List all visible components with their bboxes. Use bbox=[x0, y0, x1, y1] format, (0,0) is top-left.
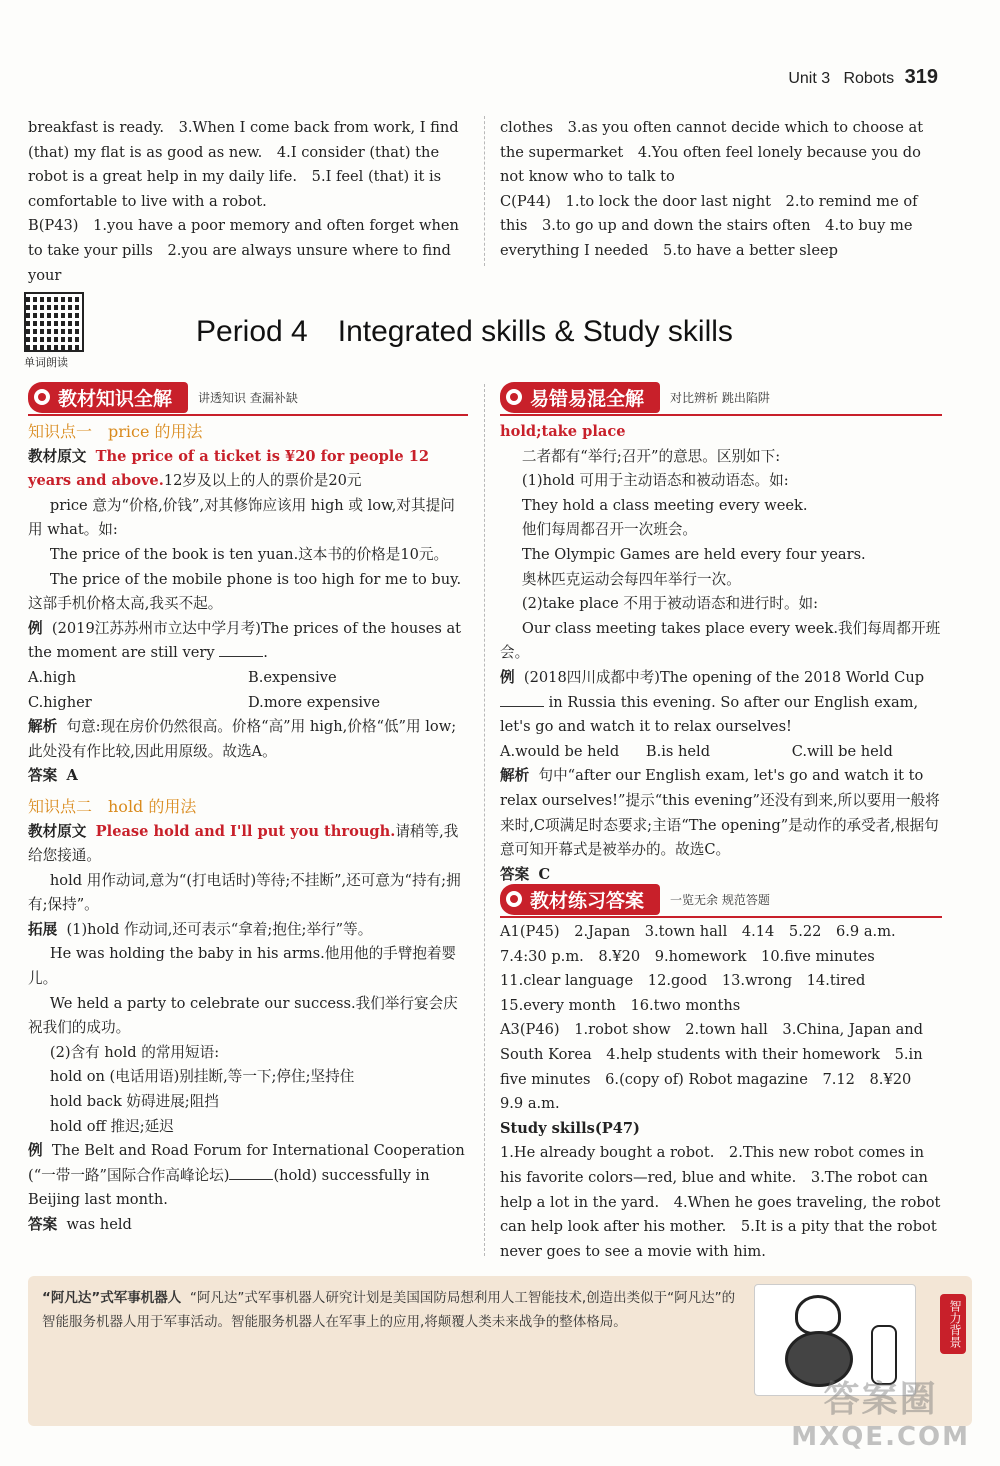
ht-example-1: They hold a class meeting every week. bbox=[521, 496, 808, 514]
knowledge-banner-tag: 教材知识全解 bbox=[28, 382, 188, 413]
ht-option-b: B.is held bbox=[645, 742, 711, 760]
watermark-url: MXQE.COM bbox=[791, 1422, 970, 1452]
kp2-ans-label: 答案 bbox=[28, 1216, 58, 1233]
right-main-column bbox=[500, 420, 942, 887]
ht-example-2: The Olympic Games are held every four years. bbox=[521, 545, 866, 563]
kp2-example-2: We held a party to celebrate our success.我们举行宴会庆祝我们的成功。 bbox=[28, 994, 458, 1037]
qr-code-icon[interactable] bbox=[24, 292, 84, 352]
running-header bbox=[788, 66, 938, 89]
kp2-title: 知识点二 hold 的用法 bbox=[28, 796, 197, 816]
confusion-banner bbox=[500, 382, 942, 412]
confusion-banner-sub: 对比辨析 跳出陷阱 bbox=[670, 390, 770, 405]
banner-rule bbox=[28, 414, 468, 416]
ht-question-1: (2018四川成都中考)The opening of the 2018 World Cup bbox=[523, 668, 925, 686]
banner-rule bbox=[500, 916, 942, 918]
kp1-answer: A bbox=[66, 767, 78, 785]
kp1-para: price 意为“价格,价钱”,对其修饰应该用 high 或 low,对其提问用 what。如: bbox=[28, 496, 455, 539]
kp2-example-1: He was holding the baby in his arms.他用他的手臂抱着婴儿。 bbox=[28, 945, 457, 988]
top-left-para-2: B(P43) 1.you have a poor memory and often forget when to take your pills 2.you are always unsure where to find your bbox=[28, 217, 459, 284]
kp2-phrase-3: hold off 推迟;延迟 bbox=[49, 1117, 174, 1135]
kp2-question-1: The Belt and Road Forum for International Cooperation (“一带一路”国际合作高峰论坛) bbox=[28, 1142, 465, 1184]
ht-option-a: A.would be held bbox=[500, 742, 620, 760]
kp1-orig-label: 教材原文 bbox=[28, 447, 87, 465]
top-right-column bbox=[500, 116, 942, 264]
footer-side-tag: 智力背景 bbox=[940, 1294, 966, 1354]
kp1-example-2: The price of the mobile phone is too high for me to buy.这部手机价格太高,我买不起。 bbox=[28, 570, 462, 613]
ht-example-3: Our class meeting takes place every week.我们每周都开班会。 bbox=[500, 619, 941, 662]
kp2-orig-label: 教材原文 bbox=[28, 822, 87, 840]
left-main-column: 知识点一 price 的用法 教材原文 The price of a ticket is ¥20 for people 12 years and above.12岁及以上的人的票价是20元 price 意为“价格,价钱”,对其修饰应该用 high 或 low,对其提问用 what。如: The price of the book is ten yuan.这本书的价格是10元。 The price of the mobile phone is too high for me to buy.这部手机价格太高,我买不起。 例 (2019江苏苏州市立达中学月考)The prices of the houses at the moment are still very . A.high B.expensive C.higher D.more expensive 解析 句意:现在房价仍然很高。价格“高”用 high,价格“低”用 low;此处没有作比较,因此用原级。故选A。 答案 A 知识点二 hold 的用法 教材原文 Please hold and I'll put you through.请稍等,我给您接通。 hold 用作动词,意为“(打电话时)等待;不挂断”,还可意为“持有;拥有;保持”。 拓展 (1)hold 作动词,还可表示“拿着;抱住;举行”等。 He was holding the baby in his arms.他用他的手臂抱着婴儿。 We held a party to celebrate our success.我们举行宴会庆祝我们的成功。 (2)含有 hold 的常用短语: hold on (电话用语)别挂断,等一下;停住;坚持住 hold back 妨碍进展;阻挡 hold off 推迟;延迟 例 The Belt and Road Forum for International Cooperation (“一带一路”国际合作高峰论坛) (hold) successfully in Beijing last month. 答案 was held bbox=[28, 420, 468, 1238]
kp1-orig-en: The price of a ticket is ¥20 for people 12 years and above. bbox=[28, 447, 430, 490]
kp1-q-label: 例 bbox=[28, 619, 43, 637]
answers-a3: A3(P46) 1.robot show 2.town hall 3.China, Japan and South Korea 4.help students with their homework 5.in five minutes 6.(copy of) Robot magazine 7.12 8.¥20 9.9 a.m. bbox=[500, 1021, 926, 1113]
top-left-column bbox=[28, 116, 468, 288]
kp2-phrase-2: hold back 妨碍进展;阻挡 bbox=[49, 1093, 219, 1111]
ht-para-1: 二者都有“举行;召开”的意思。区别如下: bbox=[521, 447, 781, 465]
ht-para-3: (2)take place 不用于被动语态和进行时。如: bbox=[521, 595, 819, 613]
robot-head-icon bbox=[795, 1295, 841, 1335]
kp2-orig-cn: 请稍等,我给您接通。 bbox=[28, 822, 459, 865]
kp1-question: (2019江苏苏州市立达中学月考)The prices of the houses at the moment are still very bbox=[28, 619, 462, 662]
ht-ans-label: 答案 bbox=[500, 865, 530, 883]
page-number: 319 bbox=[904, 66, 938, 88]
column-divider-main bbox=[484, 384, 485, 1256]
banner-rule bbox=[500, 414, 942, 416]
kp1-analysis: 句意:现在房价仍然很高。价格“高”用 high,价格“低”用 low;此处没有作比较,因此用原级。故选A。 bbox=[28, 718, 457, 760]
answers-banner-sub: 一览无余 规范答题 bbox=[670, 892, 770, 907]
ht-title: hold;take place bbox=[500, 423, 626, 440]
ht-jx-label: 解析 bbox=[500, 767, 530, 785]
kp2-orig-en: Please hold and I'll put you through. bbox=[95, 822, 396, 840]
top-right-para-1: clothes 3.as you often cannot decide which to choose at the supermarket 4.You often feel lonely because you do not know who to talk to bbox=[500, 119, 924, 186]
kp1-option-c: C.higher bbox=[28, 693, 92, 711]
ht-example-2-cn: 奥林匹克运动会每四年举行一次。 bbox=[521, 570, 741, 588]
ht-answer: C bbox=[538, 865, 551, 883]
kp2-phrase-1: hold on (电话用语)别挂断,等一下;停住;坚持住 bbox=[49, 1068, 355, 1086]
kp1-option-a: A.high bbox=[28, 668, 76, 686]
ht-q-label: 例 bbox=[500, 668, 515, 686]
knowledge-banner bbox=[28, 382, 468, 412]
footer-text bbox=[42, 1286, 742, 1334]
footer-body: “阿凡达”式军事机器人研究计划是美国国防局想利用人工智能技术,创造出类似于“阿凡达”的智能服务机器人用于军事活动。智能服务机器人在军事上的应用,将颠覆人类未来战争的整体格局。 bbox=[42, 1290, 736, 1330]
kp1-options-row-1 bbox=[28, 666, 468, 691]
answers-a1: A1(P45) 2.Japan 3.town hall 4.14 5.22 6.9 a.m. 7.4:30 p.m. 8.¥20 9.homework 10.five minutes 11.clear language 12.good 13.wrong 14.tired 15.every month 16.two months bbox=[500, 923, 911, 1014]
answer-blank bbox=[500, 692, 544, 707]
answers-banner bbox=[500, 884, 942, 914]
period-title: Period 4 Integrated skills & Study skills bbox=[196, 315, 733, 348]
kp2-q-label: 例 bbox=[28, 1142, 43, 1160]
kp1-option-b: B.expensive bbox=[248, 668, 337, 686]
top-right-para-2: C(P44) 1.to lock the door last night 2.to remind me of this 3.to go up and down the stairs often 4.to buy me everything I needed 5.to have a better sleep bbox=[500, 192, 918, 259]
kp1-example-1: The price of the book is ten yuan.这本书的价格是10元。 bbox=[49, 545, 449, 563]
kp1-ans-label: 答案 bbox=[28, 767, 58, 785]
answers-study-skills: 1.He already bought a robot. 2.This new robot comes in his favorite colors—red, blue and white. 3.The robot can help a lot in the yard. 4.When he goes traveling, the robot can help look after his mother. 5.It is a pity that the robot never goes to see a movie with him. bbox=[500, 1144, 941, 1260]
ht-example-1-cn: 他们每周都召开一次班会。 bbox=[521, 521, 698, 539]
footer-title: “阿凡达”式军事机器人 bbox=[42, 1290, 182, 1306]
answer-blank bbox=[219, 642, 263, 657]
kp1-title: 知识点一 price 的用法 bbox=[28, 422, 203, 441]
topic-label: Robots bbox=[843, 70, 895, 87]
kp2-answer: was held bbox=[66, 1216, 132, 1233]
ht-question-2: in Russia this evening. So after our English exam, let's go and watch it to relax ourselves! bbox=[500, 693, 919, 736]
answers-column bbox=[500, 920, 942, 1264]
kp1-jx-label: 解析 bbox=[28, 718, 58, 736]
kp2-para: hold 用作动词,意为“(打电话时)等待;不挂断”,还可意为“持有;拥有;保持”。 bbox=[28, 871, 461, 914]
ht-options-row bbox=[500, 740, 942, 765]
column-divider-top bbox=[484, 116, 485, 266]
kp1-orig-cn: 12岁及以上的人的票价是20元 bbox=[163, 472, 362, 490]
ht-para-2: (1)hold 可用于主动语态和被动语态。如: bbox=[521, 472, 789, 490]
answers-study-skills-label: Study skills(P47) bbox=[500, 1119, 640, 1137]
kp2-question-2: (hold) successfully in Beijing last month. bbox=[28, 1166, 430, 1209]
kp2-extension-1: (1)hold 作动词,还可表示“拿着;抱住;举行”等。 bbox=[66, 920, 373, 938]
ht-analysis: 句中“after our English exam, let's go and watch it to relax ourselves!”提示“this evening”还没有到来,所以要用一般将来时,C项满足时态要求;主语“The opening”是动作的承受者,根据句意可知开幕式是被举办的。故选C。 bbox=[500, 767, 940, 859]
kp2-tz-label: 拓展 bbox=[28, 920, 58, 938]
kp1-option-d: D.more expensive bbox=[248, 693, 380, 711]
kp2-extension-2: (2)含有 hold 的常用短语: bbox=[49, 1043, 220, 1061]
watermark bbox=[791, 1371, 970, 1452]
ht-option-c: C.will be held bbox=[791, 742, 893, 760]
unit-label: Unit 3 bbox=[788, 70, 831, 87]
watermark-big: 答案圈 bbox=[823, 1379, 938, 1420]
knowledge-banner-sub: 讲透知识 查漏补缺 bbox=[198, 390, 298, 405]
confusion-banner-tag: 易错易混全解 bbox=[500, 382, 660, 413]
answers-banner-tag: 教材练习答案 bbox=[500, 884, 660, 915]
answer-blank bbox=[229, 1165, 273, 1180]
qr-label: 单词朗读 bbox=[24, 356, 68, 369]
top-left-para-1: breakfast is ready. 3.When I come back from work, I find (that) my flat is as good as new. 4.I consider (that) the robot is a great help in my daily life. 5.I feel (that) it is comfortable to live with a robot. bbox=[28, 119, 459, 210]
kp1-options-row-2 bbox=[28, 691, 468, 716]
